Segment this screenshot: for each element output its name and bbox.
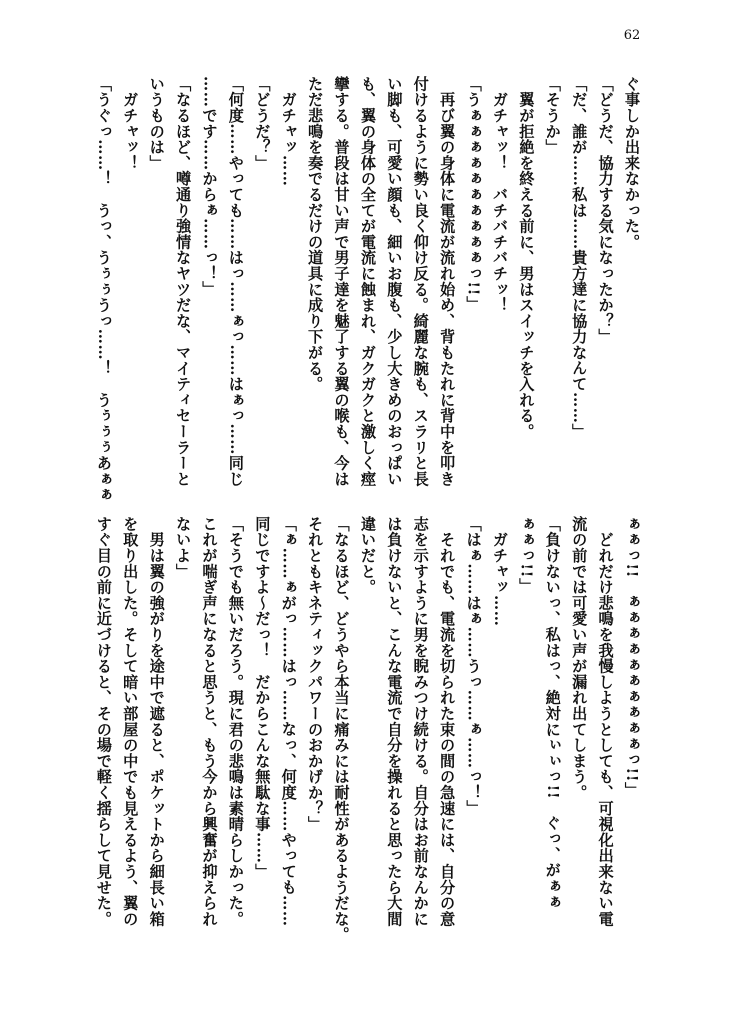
text-column: ガチャッ！	[121, 76, 140, 171]
text-column: い脚も、可愛い顔も、細いお腹も、少し大きめのおっぱい	[385, 76, 404, 487]
text-column: ないよ」	[174, 516, 193, 580]
text-column: すぐ目の前に近づけると、その場で軽く揺らして見せた。	[94, 516, 113, 927]
top-text-block	[90, 76, 645, 503]
text-column: 攣する。普段は甘い声で男子達を魅了する翼の喉も、今は	[332, 76, 351, 487]
text-column: 「なるほど、どうやら本当に痛みには耐性があるようだな。	[332, 516, 351, 943]
text-column: これが喘ぎ声になると思うと、もう今から興奮が抑えられ	[200, 516, 219, 927]
text-column: 再び翼の身体に電流が流れ始め、背もたれに背中を叩き	[438, 76, 457, 487]
text-column: 「うぐっ……！ うっ、うぅぅうっ……！ うぅぅぅあぁぁ	[94, 76, 113, 503]
text-column: どれだけ悲鳴を我慢しようとしても、可視化出来ない電	[596, 516, 615, 927]
text-column: 「負けないっ、私はっ、絶対にぃぃっ!! ぐっ、がぁぁ	[543, 516, 562, 910]
bottom-text-block	[90, 516, 645, 946]
text-column: ガチャッ！ バチバチバチッ！	[490, 76, 509, 313]
text-column: 志を示すように男を睨みつけ続ける。自分はお前なんかに	[411, 516, 430, 927]
text-column: 「そうか」	[543, 76, 562, 155]
text-column: それともキネティックパワーのおかげか？」	[306, 516, 325, 832]
text-column: ぐ事しか出来なかった。	[623, 76, 641, 250]
text-column: 「はぁ……はぁ……うっ……ぁ……っ！」	[464, 516, 483, 817]
text-column: 「ぁ……ぁがっ……はっ……なっ、何度……やっても……	[279, 516, 298, 927]
text-column: それでも、電流を切られた束の間の急速には、自分の意	[438, 516, 457, 927]
text-column: ぁぁっ!!」	[517, 516, 536, 594]
text-column: 「なるほど、噂通り強情なヤツだな、マイティセーラーと	[174, 76, 193, 487]
text-column: 「うぁぁぁぁぁぁぁぁぁぁっ!!」	[464, 76, 483, 312]
text-column: ただ悲鳴を奏でるだけの道具に成り下がる。	[306, 76, 325, 392]
text-column: 付けるように勢い良く仰け反る。綺麗な腕も、スラリと長	[411, 76, 430, 487]
page-number: 62	[623, 28, 641, 43]
text-column: 「どうだ？」	[253, 76, 272, 171]
text-column: は負けないと、こんな電流で自分を操れると思ったら大間	[385, 516, 404, 927]
text-column: 翼が拒絶を終える前に、男はスイッチを入れる。	[517, 76, 536, 440]
text-column: を取り出した。そして暗い部屋の中でも見えるよう、翼の	[121, 516, 140, 927]
text-column: いうものは」	[147, 76, 166, 171]
text-column: 「そうでも無いだろう。現に君の悲鳴は素晴らしかった。	[226, 516, 245, 927]
text-column: ガチャッ……	[490, 516, 509, 627]
text-column: 男は翼の強がりを途中で遮ると、ポケットから細長い箱	[147, 516, 166, 927]
text-column: ガチャッ……	[279, 76, 298, 187]
text-column: 同じですよ～だっ！ だからこんな無駄な事……」	[253, 516, 272, 880]
text-column: ぁぁっ!! ぁぁぁぁぁぁぁぁぁぁっ!!」	[623, 516, 641, 798]
text-column: 違いだと。	[358, 516, 377, 595]
text-column: 流の前では可愛い声が漏れ出てしまう。	[570, 516, 589, 801]
text-column: 「だ、誰が……私は……貴方達に協力なんて……」	[570, 76, 589, 440]
text-column: も、翼の身体の全てが電流に蝕まれ、ガクガクと激しく痙	[358, 76, 377, 487]
text-column: 「どうだ、協力する気になったか？」	[596, 76, 615, 345]
text-column: ……です……からぁ……っ！」	[200, 76, 219, 298]
text-column: 「何度……やっても……はっ……ぁっ……はぁっ……同じ	[226, 76, 245, 487]
